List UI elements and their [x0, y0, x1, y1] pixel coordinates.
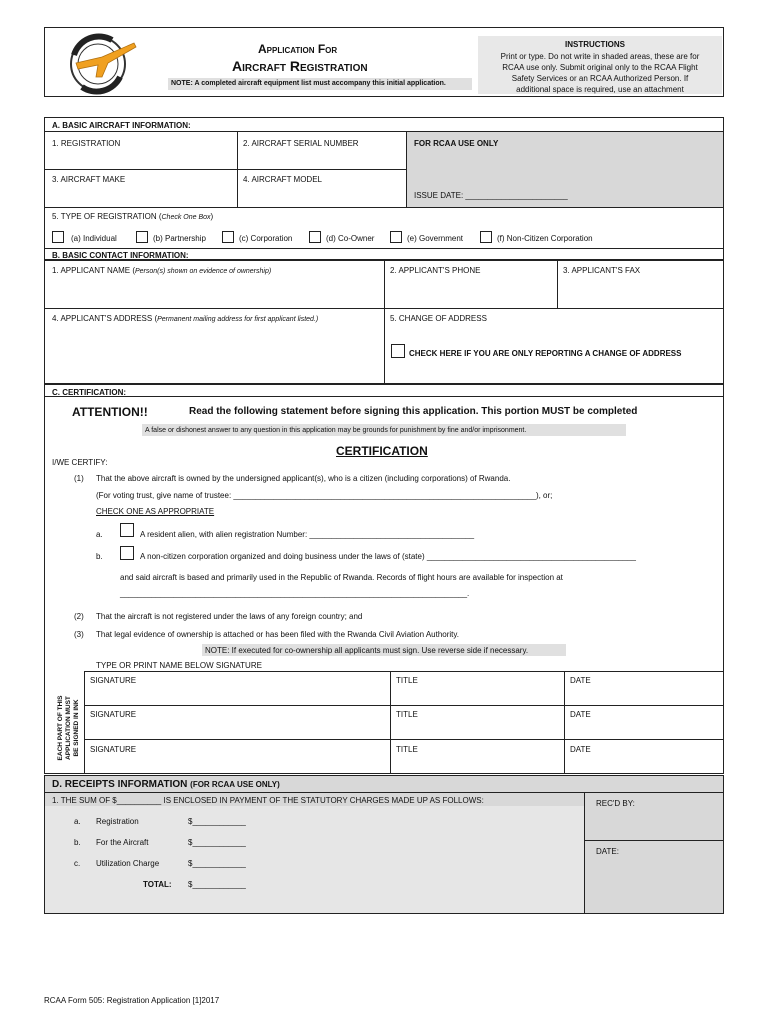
attention-text: Read the following statement before signing this application. This portion MUST be completed [189, 406, 638, 417]
change-of-address-check-label: CHECK HERE IF YOU ARE ONLY REPORTING A CHANGE OF ADDRESS [409, 349, 682, 358]
date-label-2: DATE [570, 710, 591, 719]
co-ownership-note: NOTE: If executed for co-ownership all applicants must sign. Use reverse side if necessary. [205, 646, 529, 655]
form-footer: RCAA Form 505: Registration Application [1]2017 [44, 996, 220, 1005]
option-b-text: A non-citizen corporation organized and doing business under the laws of (state) _______________________________________________ [140, 552, 636, 561]
recd-date-label: DATE: [596, 847, 619, 856]
header-note: NOTE: A completed aircraft equipment list must accompany this initial application. [171, 80, 446, 87]
model-label: 4. AIRCRAFT MODEL [243, 175, 322, 184]
checkbox-government[interactable] [390, 231, 402, 243]
option-a-letter: a. [96, 530, 103, 539]
receipt-registration-amount: $____________ [188, 817, 246, 826]
recd-by-label: REC'D BY: [596, 799, 635, 808]
signature-label-1: SIGNATURE [90, 676, 137, 685]
item1-number: (1) [74, 474, 84, 483]
we-certify-label: I/WE CERTIFY: [52, 458, 108, 467]
date-label-3: DATE [570, 745, 591, 754]
checkbox-non-citizen-corporation[interactable] [480, 231, 492, 243]
checkbox-individual[interactable] [52, 231, 64, 243]
rcaa-use-only-label: FOR RCAA USE ONLY [414, 139, 499, 148]
date-label-1: DATE [570, 676, 591, 685]
checkbox-corporation[interactable] [222, 231, 234, 243]
receipt-utilization-amount: $____________ [188, 859, 246, 868]
checkbox-partnership[interactable] [136, 231, 148, 243]
receipt-registration-label: Registration [96, 817, 139, 826]
type-of-registration-label: 5. TYPE OF REGISTRATION (Check One Box) [52, 212, 214, 221]
item1-text: That the above aircraft is owned by the undersigned applicant(s), who is a citizen (including corporations) of Rwanda. [96, 474, 511, 483]
item2-number: (2) [74, 612, 84, 621]
based-text: and said aircraft is based and primarily used in the Republic of Rwanda. Records of flight hours are available for inspection at [120, 573, 563, 582]
rcaa-logo [62, 33, 142, 95]
type-partnership-label: (b) Partnership [153, 234, 206, 243]
receipt-b-letter: b. [74, 838, 81, 847]
item2-text: That the aircraft is not registered under the laws of any foreign country; and [96, 612, 363, 621]
title-label-2: TITLE [396, 710, 418, 719]
receipt-c-letter: c. [74, 859, 81, 868]
checkbox-change-of-address[interactable] [391, 344, 405, 358]
applicant-address-label: 4. APPLICANT'S ADDRESS (Permanent mailing address for first applicant listed.) [52, 314, 319, 323]
applicant-fax-label: 3. APPLICANT'S FAX [563, 266, 641, 275]
item3-text: That legal evidence of ownership is attached or has been filed with the Rwanda Civil Aviation Authority. [96, 630, 460, 639]
type-co-owner-label: (d) Co-Owner [326, 234, 375, 243]
option-a-text: A resident alien, with alien registration Number: _____________________________________ [140, 530, 475, 539]
section-d-title: D. RECEIPTS INFORMATION (FOR RCAA USE ONLY) [52, 779, 280, 790]
section-b-title: B. BASIC CONTACT INFORMATION: [52, 251, 189, 260]
form-title-line1: Application For [258, 42, 338, 56]
certification-heading: CERTIFICATION [336, 444, 428, 458]
type-non-citizen-label: (f) Non-Citizen Corporation [497, 234, 593, 243]
checkbox-resident-alien[interactable] [120, 523, 134, 537]
warning-text: A false or dishonest answer to any question in this application may be grounds for punishment by fine and/or imprisonment. [145, 427, 527, 434]
attention-label: ATTENTION!! [72, 405, 148, 419]
serial-label: 2. AIRCRAFT SERIAL NUMBER [243, 139, 359, 148]
checkbox-co-owner[interactable] [309, 231, 321, 243]
type-print-label: TYPE OR PRINT NAME BELOW SIGNATURE [96, 661, 262, 670]
form-title-line2: Aircraft Registration [232, 58, 368, 74]
sign-in-ink-label: EACH PART OF THIS APPLICATION MUST BE SIGNED IN INK [57, 695, 80, 761]
instructions-text: Print or type. Do not write in shaded areas, these are for RCAA use only. Submit original only to the RCAA Flight Safety Services or an RCAA Authorized Person. If additional space is required, use an attachment [500, 52, 700, 94]
signature-label-2: SIGNATURE [90, 710, 137, 719]
issue-date-label: ISSUE DATE: _______________________ [414, 191, 568, 200]
receipt-utilization-label: Utilization Charge [96, 859, 160, 868]
instructions-title: INSTRUCTIONS [565, 40, 625, 49]
based-line: ______________________________________________________________________________. [120, 589, 470, 598]
type-individual-label: (a) Individual [71, 234, 117, 243]
applicant-phone-label: 2. APPLICANT'S PHONE [390, 266, 481, 275]
item3-number: (3) [74, 630, 84, 639]
change-of-address-label: 5. CHANGE OF ADDRESS [390, 314, 487, 323]
section-c-title: C. CERTIFICATION: [52, 388, 127, 397]
title-label-1: TITLE [396, 676, 418, 685]
option-b-letter: b. [96, 552, 103, 561]
title-label-3: TITLE [396, 745, 418, 754]
receipt-a-letter: a. [74, 817, 81, 826]
voting-trust-text: (For voting trust, give name of trustee: ____________________________________________________________________), or; [96, 491, 553, 500]
section-a-title: A. BASIC AIRCRAFT INFORMATION: [52, 121, 191, 130]
receipt-total-amount: $____________ [188, 880, 246, 889]
make-label: 3. AIRCRAFT MAKE [52, 175, 126, 184]
type-government-label: (e) Government [407, 234, 464, 243]
sum-text: 1. THE SUM OF $__________ IS ENCLOSED IN PAYMENT OF THE STATUTORY CHARGES MADE UP AS FOLLOWS: [52, 796, 484, 805]
check-one-label: CHECK ONE AS APPROPRIATE [96, 507, 215, 516]
type-corporation-label: (c) Corporation [239, 234, 293, 243]
signature-label-3: SIGNATURE [90, 745, 137, 754]
receipt-total-label: TOTAL: [143, 880, 172, 889]
receipt-aircraft-label: For the Aircraft [96, 838, 149, 847]
registration-label: 1. REGISTRATION [52, 139, 121, 148]
applicant-name-label: 1. APPLICANT NAME (Person(s) shown on evidence of ownership) [52, 266, 272, 275]
checkbox-non-citizen-corp[interactable] [120, 546, 134, 560]
receipt-aircraft-amount: $____________ [188, 838, 246, 847]
